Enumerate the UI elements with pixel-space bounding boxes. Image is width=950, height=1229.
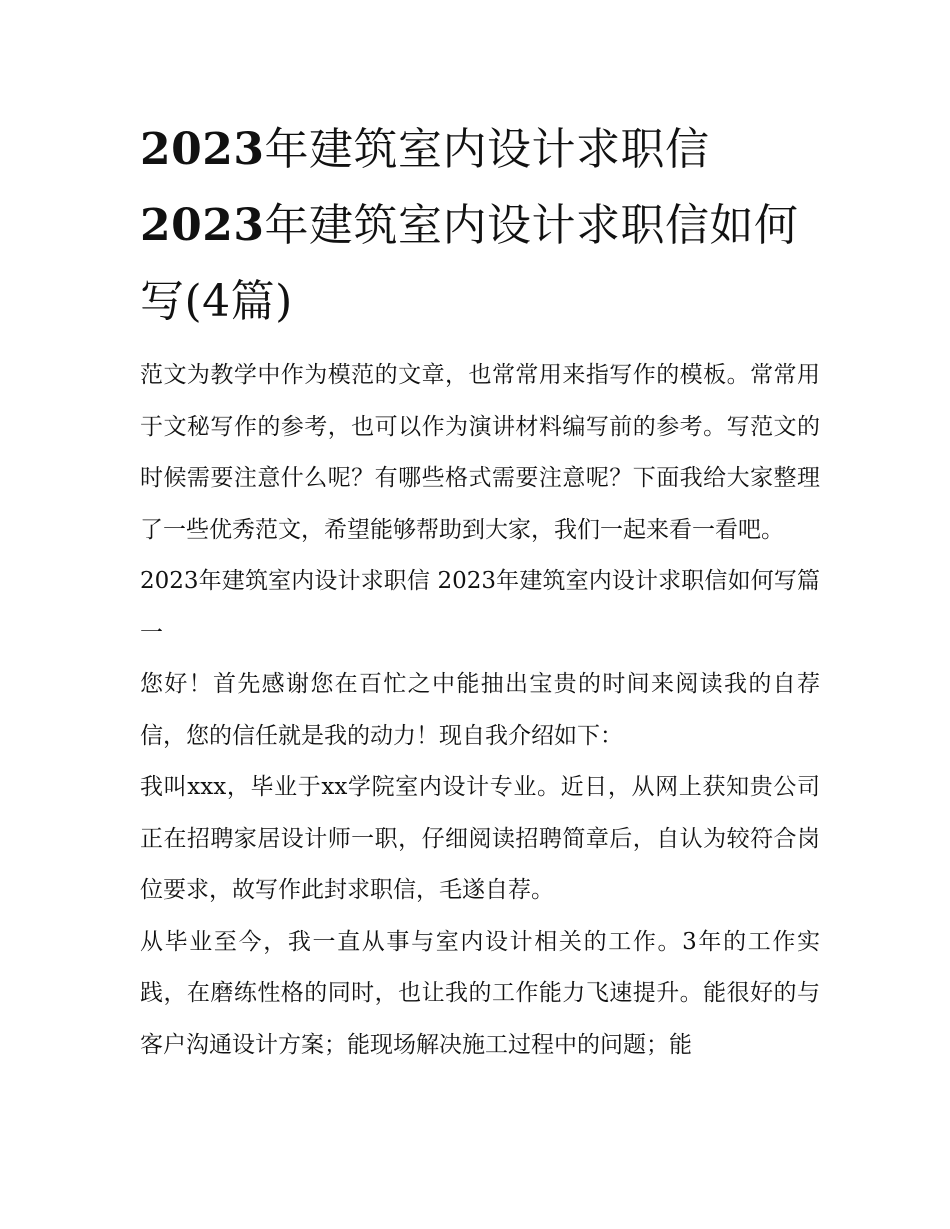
document-page (140, 112, 820, 1071)
title-year-1: 2023 (140, 124, 265, 175)
greeting-paragraph: 您好！首先感谢您在百忙之中能抽出宝贵的时间来阅读我的自荐信，您的信任就是我的动力！现自我介绍如下： (140, 671, 820, 749)
section-heading: 2023年建筑室内设计求职信 2023年建筑室内设计求职信如何写篇一 (140, 568, 820, 646)
title-text-1: 年建筑室内设计求职信 (264, 124, 710, 175)
document-title (140, 112, 820, 340)
intro-paragraph: 范文为教学中作为模范的文章，也常常用来指写作的模板。常常用于文秘写作的参考，也可以作为演讲材料编写前的参考。写范文的时候需要注意什么呢？有哪些格式需要注意呢？下面我给大家整理了一些优秀范文，希望能够帮助到大家，我们一起来看一看吧。 (140, 362, 820, 543)
title-text-2: 年建筑室内设计求职信如何写(4篇) (140, 200, 799, 327)
self-intro-paragraph: 我叫xxx，毕业于xx学院室内设计专业。近日，从网上获知贵公司正在招聘家居设计师一职，仔细阅读招聘简章后，自认为较符合岗位要求，故写作此封求职信，毛遂自荐。 (140, 774, 820, 903)
title-year-2: 2023 (140, 200, 265, 251)
experience-paragraph: 从毕业至今，我一直从事与室内设计相关的工作。3年的工作实践，在磨练性格的同时，也让我的工作能力飞速提升。能很好的与客户沟通设计方案；能现场解决施工过程中的问题；能 (140, 928, 820, 1058)
